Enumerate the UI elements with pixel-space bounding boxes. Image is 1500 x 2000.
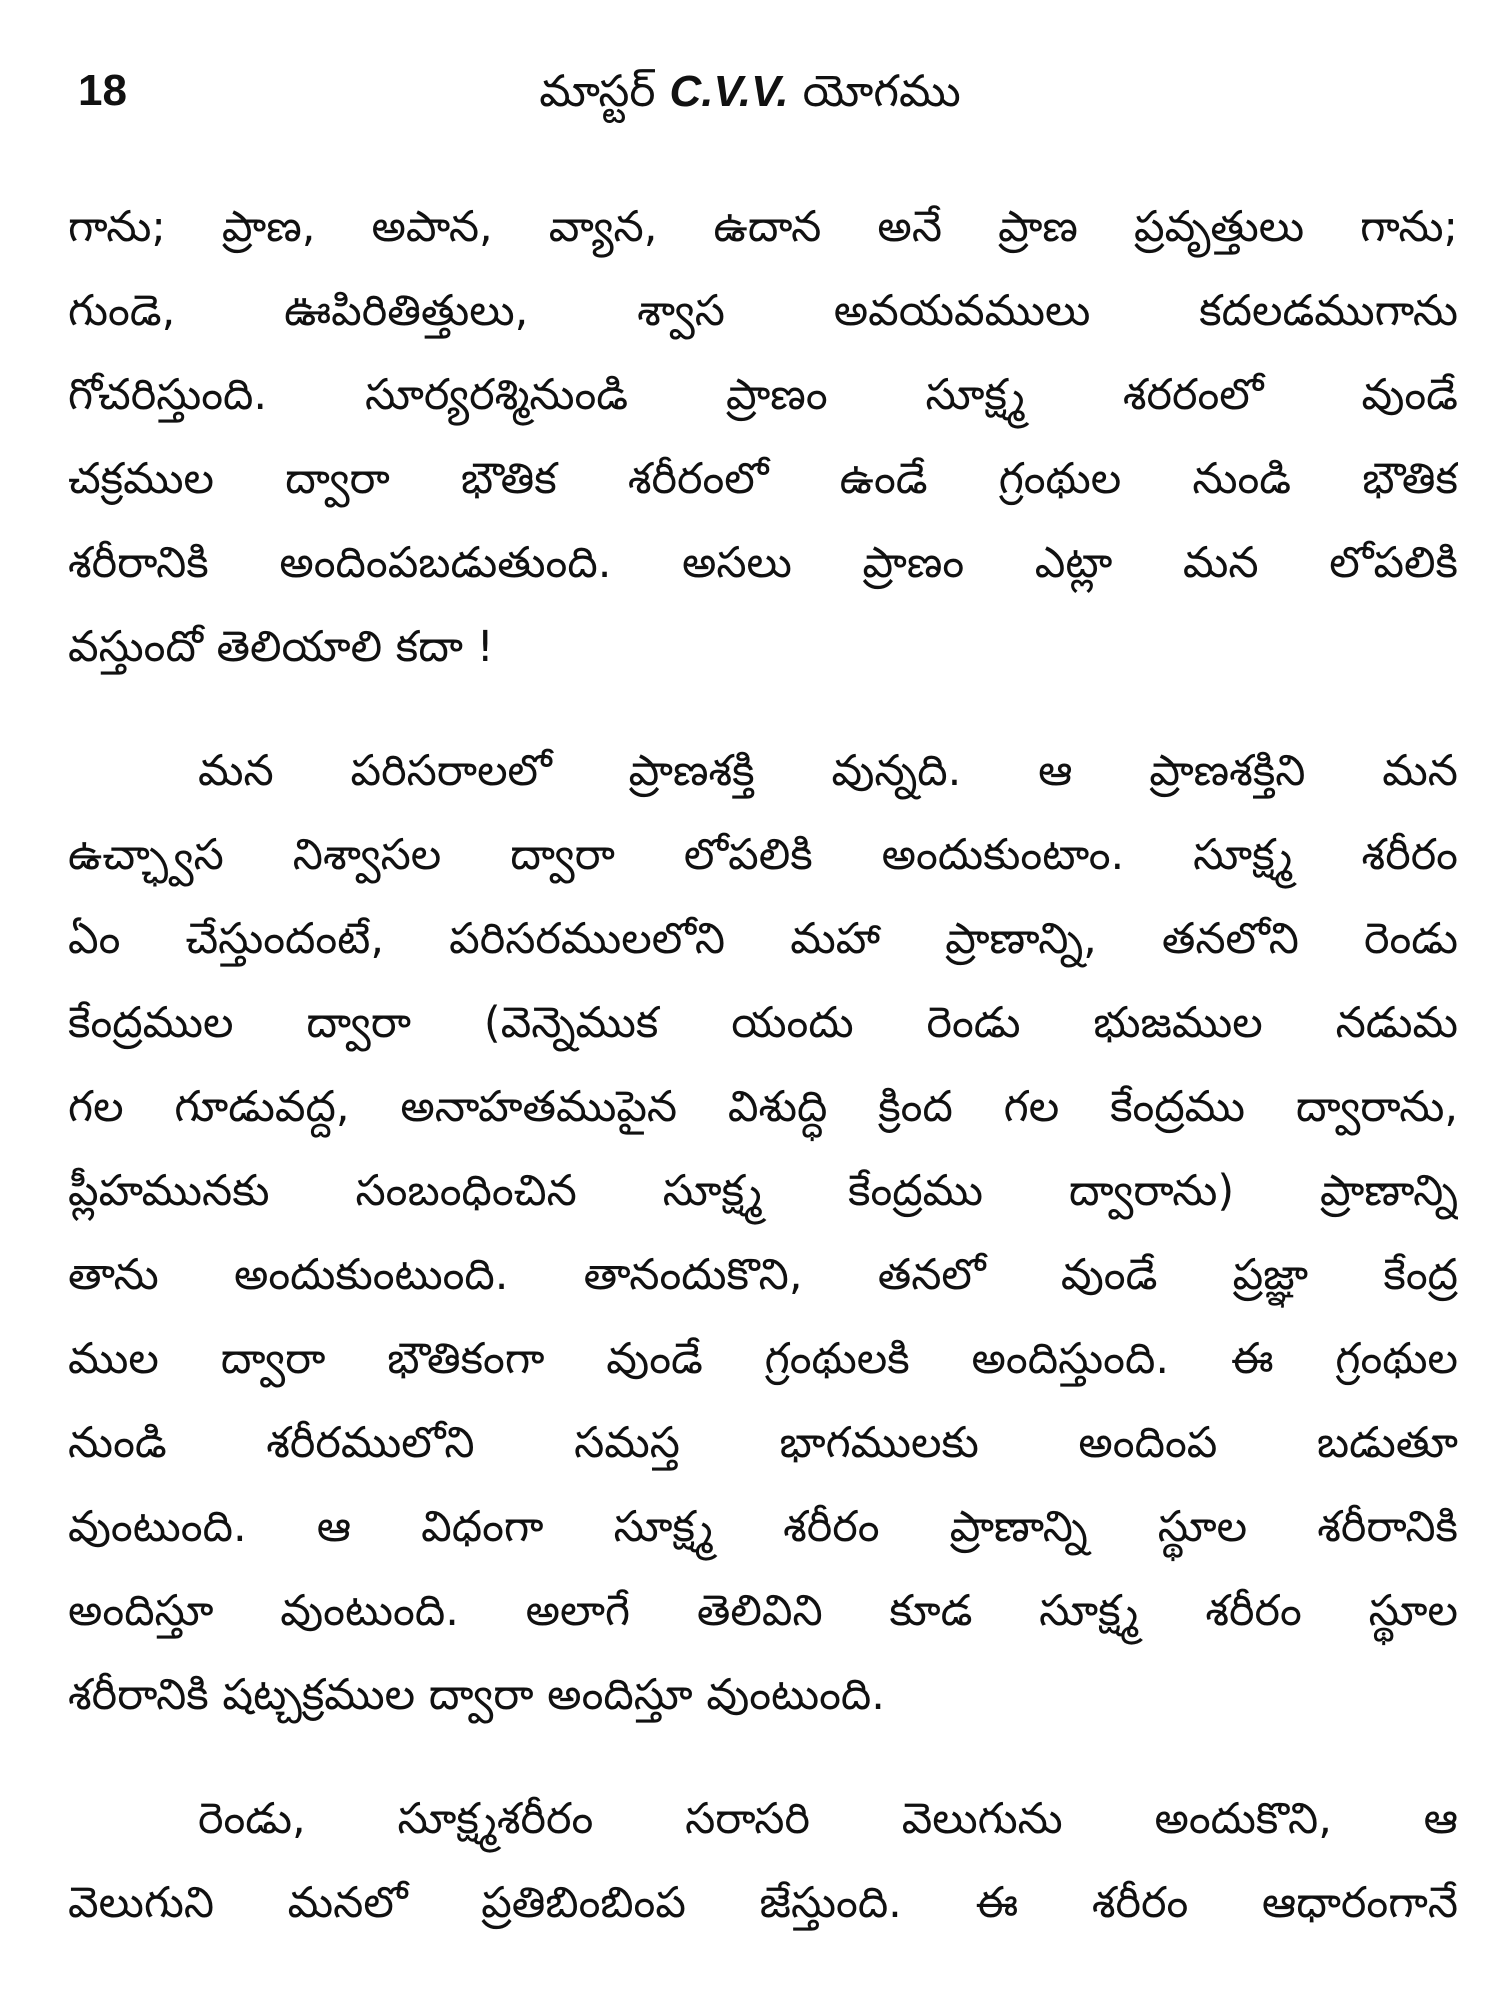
text-line: చక్రముల ద్వారా భౌతిక శరీరంలో ఉండే గ్రంథుల నుండి భౌతిక bbox=[68, 454, 1458, 504]
text-line: అందిస్తూ వుంటుంది. అలాగే తెలివిని కూడ సూక్ష్మ శరీరం స్థూల bbox=[68, 1586, 1458, 1636]
running-title-latin: C.V.V. bbox=[669, 67, 789, 116]
text-line: ఏం చేస్తుందంటే, పరిసరములలోని మహా ప్రాణాన్ని, తనలోని రెండు bbox=[68, 914, 1458, 964]
text-line: వుంటుంది. ఆ విధంగా సూక్ష్మ శరీరం ప్రాణాన్ని స్థూల శరీరానికి bbox=[68, 1502, 1458, 1552]
text-line: తాను అందుకుంటుంది. తానందుకొని, తనలో వుండే ప్రజ్ఞా కేంద్ర bbox=[68, 1250, 1458, 1300]
text-line: కేంద్రముల ద్వారా (వెన్నెముక యందు రెండు భుజముల నడుమ bbox=[68, 998, 1458, 1048]
running-title-prefix: మాస్టర్ bbox=[539, 66, 656, 117]
text-line: గాను; ప్రాణ, అపాన, వ్యాన, ఉదాన అనే ప్రాణ ప్రవృత్తులు గాను; bbox=[68, 202, 1458, 252]
text-line: గల గూడువద్ద, అనాహతముపైన విశుద్ధి క్రింద గల కేంద్రము ద్వారాను, bbox=[68, 1082, 1458, 1132]
text-line: వెలుగుని మనలో ప్రతిబింబింప జేస్తుంది. ఈ శరీరం ఆధారంగానే bbox=[68, 1878, 1458, 1928]
text-line: గోచరిస్తుంది. సూర్యరశ్మినుండి ప్రాణం సూక్ష్మ శరరంలో వుండే bbox=[68, 370, 1458, 420]
paragraph-1 bbox=[68, 185, 1458, 689]
running-title-suffix: యోగము bbox=[802, 66, 961, 117]
text-line: శరీరానికి షట్చక్రముల ద్వారా అందిస్తూ వుంటుంది. bbox=[68, 1670, 885, 1720]
text-line: గుండె, ఊపిరితిత్తులు, శ్వాస అవయవములు కదలడముగాను bbox=[68, 286, 1458, 336]
page-number: 18 bbox=[78, 66, 127, 115]
text-line: నుండి శరీరములోని సమస్త భాగములకు అందింప బడుతూ bbox=[68, 1418, 1458, 1468]
text-line: శరీరానికి అందింపబడుతుంది. అసలు ప్రాణం ఎట్లా మన లోపలికి bbox=[68, 538, 1458, 588]
text-line: ముల ద్వారా భౌతికంగా వుండే గ్రంథులకి అందిస్తుంది. ఈ గ్రంథుల bbox=[68, 1334, 1458, 1384]
text-line: మన పరిసరాలలో ప్రాణశక్తి వున్నది. ఆ ప్రాణశక్తిని మన bbox=[198, 746, 1458, 796]
body-text bbox=[68, 185, 1458, 1945]
running-title bbox=[0, 66, 1500, 128]
page-header bbox=[0, 60, 1500, 140]
text-line: ఉచ్ఛ్వాస నిశ్వాసల ద్వారా లోపలికి అందుకుంటాం. సూక్ష్మ శరీరం bbox=[68, 830, 1458, 880]
text-line: రెండు, సూక్ష్మశరీరం సరాసరి వెలుగును అందుకొని, ఆ bbox=[198, 1794, 1458, 1844]
paragraph-2 bbox=[68, 729, 1458, 1737]
text-line: వస్తుందో తెలియాలి కదా ! bbox=[68, 622, 494, 672]
paragraph-3 bbox=[68, 1777, 1458, 1945]
text-line: ప్లీహమునకు సంబంధించిన సూక్ష్మ కేంద్రము ద్వారాను) ప్రాణాన్ని bbox=[68, 1166, 1458, 1216]
